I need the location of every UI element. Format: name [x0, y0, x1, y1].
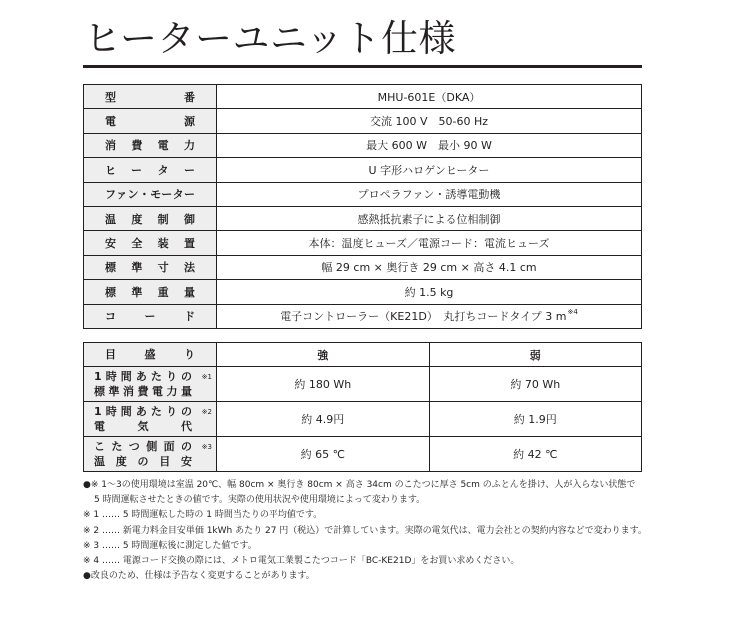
table-row [84, 231, 642, 255]
spec-table [83, 84, 642, 329]
spec-label: 型番 [105, 90, 195, 104]
spec-label: 安全装置 [105, 237, 195, 251]
spec-label: 温度制御 [105, 212, 195, 226]
table-row [84, 206, 642, 230]
strong-value: 約 65 ℃ [217, 437, 430, 472]
spec-label: ファン・モーター [105, 188, 195, 202]
table-row [84, 182, 642, 206]
footnote-mark: ※3 [201, 443, 212, 451]
spec-value: U 字形ハロゲンヒーター [217, 158, 642, 182]
table-header-row [84, 343, 642, 367]
spec-value: 約 1.5 kg [217, 280, 642, 304]
title-underline [83, 65, 642, 68]
note-line: ●※ 1～3の使用環境は室温 20℃、幅 80cm × 奥行き 80cm × 高さ 34cm のこたつに厚さ 5cm のふとんを掛け、人が入らない状態で [83, 480, 636, 490]
note-line: ※ 4 …… 電源コード交換の際には、メトロ電気工業製こたつコード「BC-KE21D」をお買い求めください。 [83, 556, 520, 567]
note-line: ※ 3 …… 5 時間運転後に測定した値です。 [83, 540, 257, 551]
note-line: ※ 1 …… 5 時間運転した時の 1 時間当たりの平均値です。 [83, 510, 323, 521]
table-row [84, 255, 642, 279]
strong-value: 約 180 Wh [217, 367, 430, 402]
table-row [84, 85, 642, 109]
spec-label: コード [105, 310, 195, 324]
footnote-mark: ※1 [201, 373, 212, 381]
row-label-line2: 標準消費電力量 [94, 385, 192, 398]
weak-value: 約 1.9円 [429, 402, 642, 437]
note-line: ※ 2 …… 新電力料金目安単価 1kWh あたり 27 円（税込）で計算しています。実際の電気代は、電力会社との契約内容などで変わります。 [83, 525, 647, 536]
table-row [84, 304, 642, 328]
footnotes [83, 478, 653, 584]
table-row [84, 109, 642, 133]
footnote-mark: ※4 [567, 308, 578, 317]
table-row [84, 280, 642, 304]
column-header-strong: 強 [217, 343, 430, 367]
strong-value: 約 4.9円 [217, 402, 430, 437]
spec-label: ヒーター [105, 163, 195, 177]
usage-guide-table [83, 342, 642, 472]
column-header-weak: 弱 [429, 343, 642, 367]
table-row [84, 133, 642, 157]
table-row [84, 437, 642, 472]
row-label-line1: 1時間あたりの [94, 370, 192, 383]
spec-label: 標準重量 [105, 285, 195, 299]
spec-value: 交流 100 V 50-60 Hz [217, 109, 642, 133]
row-label-line1: 1時間あたりの [94, 405, 192, 418]
spec-label: 消費電力 [105, 139, 195, 153]
row-label-line2: 温度の目安 [94, 455, 192, 468]
spec-label: 標準寸法 [105, 261, 195, 275]
weak-value: 約 70 Wh [429, 367, 642, 402]
note-line: 5 時間運転させたときの値です。実際の使用状況や使用環境によって変わります。 [94, 495, 426, 506]
table-row [84, 367, 642, 402]
spec-label: 電源 [105, 115, 195, 129]
row-label-line1: こたつ側面の [94, 440, 192, 453]
table-row [84, 402, 642, 437]
spec-value: 電子コントローラー（KE21D） 丸打ちコードタイプ 3 m [280, 310, 567, 324]
table-row [84, 158, 642, 182]
spec-value: 感熱抵抗素子による位相制御 [217, 206, 642, 230]
spec-value: 本体：温度ヒューズ／電源コード：電流ヒューズ [217, 231, 642, 255]
column-header-scale: 目盛り [105, 348, 195, 361]
spec-value: MHU-601E（DKA） [217, 85, 642, 109]
row-label-line2: 電気代 [94, 420, 192, 433]
page-title: ヒーターユニット仕様 [84, 17, 457, 60]
weak-value: 約 42 ℃ [429, 437, 642, 472]
spec-value: 幅 29 cm × 奥行き 29 cm × 高さ 4.1 cm [217, 255, 642, 279]
footnote-mark: ※2 [201, 408, 212, 416]
spec-value: プロペラファン・誘導電動機 [217, 182, 642, 206]
spec-value: 最大 600 W 最小 90 W [217, 133, 642, 157]
note-line: ●改良のため、仕様は予告なく変更することがあります。 [83, 571, 315, 582]
